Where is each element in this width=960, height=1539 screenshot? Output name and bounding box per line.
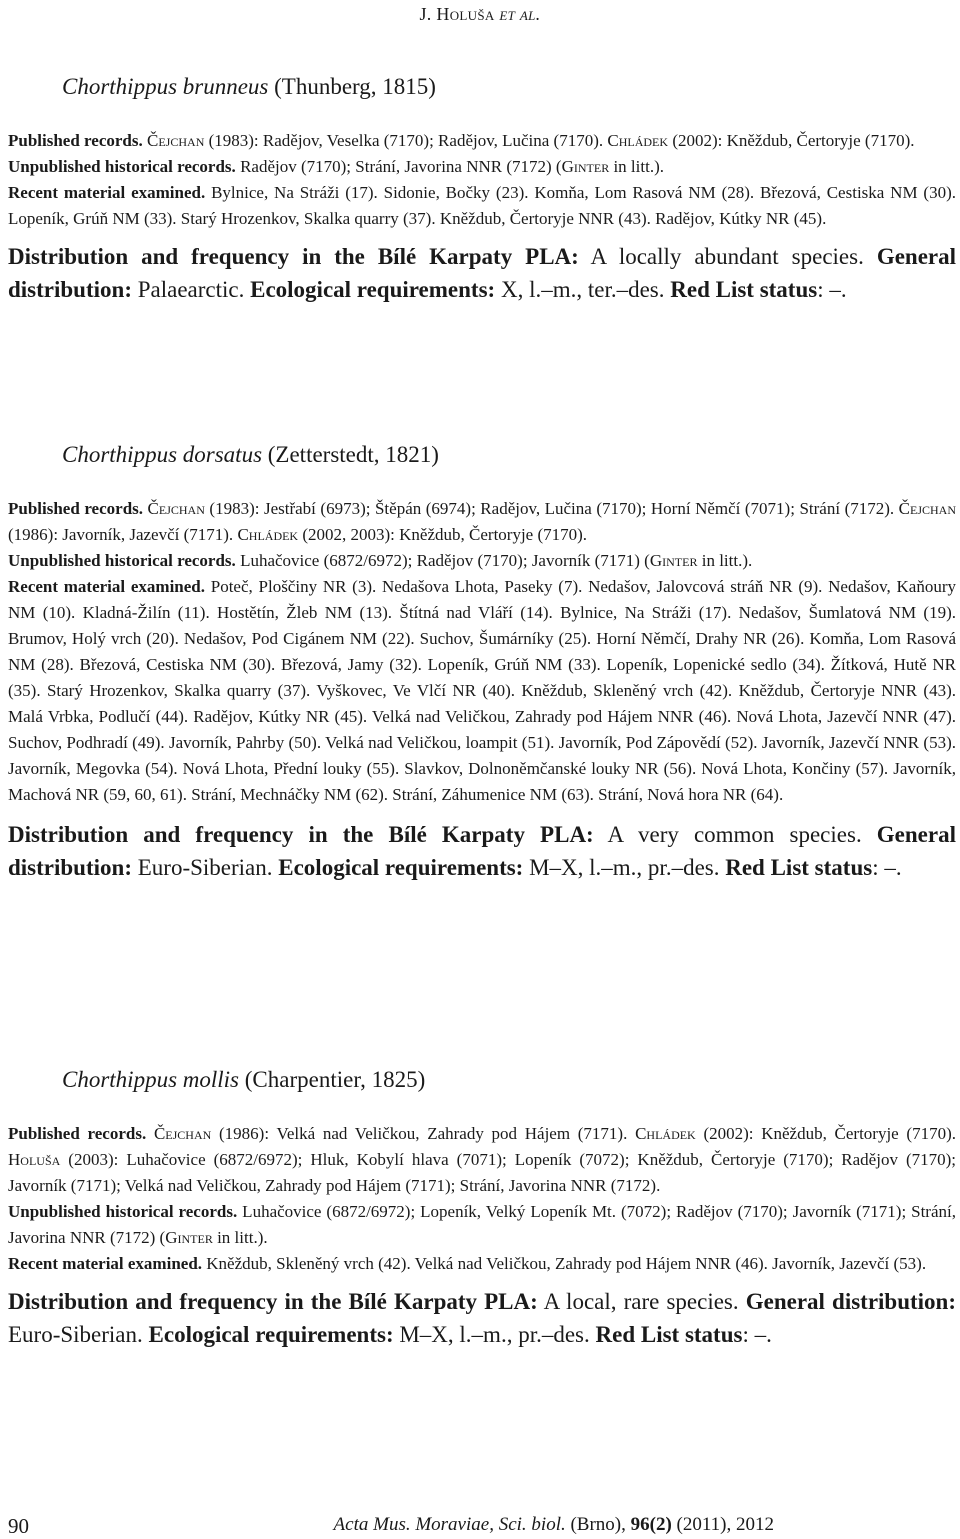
author-initial: J. xyxy=(419,4,437,24)
et-al: et al. xyxy=(494,4,541,24)
species-entry-dorsatus xyxy=(8,440,956,884)
species-authority: (Charpentier, 1825) xyxy=(239,1067,426,1092)
species-title xyxy=(62,72,956,102)
species-authority: (Thunberg, 1815) xyxy=(268,74,436,99)
journal-year: (2011), 2012 xyxy=(671,1514,774,1535)
published-records: Published records. Čejchan (1983): Radějov, Veselka (7170); Radějov, Lučina (7170). Chládek (2002): Kněždub, Čertoryje (7170). xyxy=(8,131,915,150)
recent-material: Recent material examined. Kněždub, Skleněný vrch (42). Velká nad Veličkou, Zahrady pod Hájem NNR (46). Javorník, Jazevčí (53). xyxy=(8,1254,927,1273)
unpublished-records: Unpublished historical records. Luhačovice (6872/6972); Lopeník, Velký Lopeník Mt. (7072); Radějov (7170); Javorník (7171); Strání, Javorina NNR (7172) (Ginter in litt.). xyxy=(8,1202,956,1247)
species-title xyxy=(62,1065,956,1095)
running-head xyxy=(0,4,960,25)
species-name: Chorthippus brunneus xyxy=(62,74,269,99)
species-title xyxy=(62,440,956,470)
species-authority: (Zetterstedt, 1821) xyxy=(262,442,439,467)
unpublished-records: Unpublished historical records. Luhačovice (6872/6972); Radějov (7170); Javorník (7171) (Ginter in litt.). xyxy=(8,551,753,570)
species-name: Chorthippus dorsatus xyxy=(62,442,263,467)
distribution-summary: Distribution and frequency in the Bílé Karpaty PLA: A very common species. General distribution: Euro-Siberian. Ecological requirements: M–X, l.–m., pr.–des. Red List status: –. xyxy=(8,822,956,880)
distribution-summary: Distribution and frequency in the Bílé Karpaty PLA: A locally abundant species. General distribution: Palaearctic. Ecological requirements: X, l.–m., ter.–des. Red List status: –. xyxy=(8,244,957,302)
species-entry-mollis xyxy=(8,1065,956,1351)
journal-place: (Brno), xyxy=(565,1514,631,1535)
journal-volume: 96(2) xyxy=(630,1514,672,1535)
author-surname: Holuša xyxy=(436,4,495,24)
recent-material: Recent material examined. Poteč, Ploščiny NR (3). Nedašova Lhota, Paseky (7). Nedašov, Jalovcová stráň NR (9). Nedašov, Kaňoury NM (10). Kladná-Žilín (11). Hostětín, Žleb NM (13). Štítná nad Vláří (14). Bylnice, Na Stráži (17). Nedašov, Šumlatová NM (19). Brumov, Holý vrch (20). Nedašov, Pod Cigánem NM (22). Suchov, Šumárníky (25). Horní Němčí, Drahy NR (26). Komňa, Lom Rasová NM (28). Březová, Cestiska NM (30). Březová, Jamy (32). Lopeník, Grúň NM (33). Lopeník, Lopenické sedlo (34). Žítková, Hutě NR (35). Starý Hrozenkov, Skalka quarry (37). Vyškovec, Ve Vlčí NR (40). Kněždub, Skleněný vrch (42). Kněždub, Čertoryje NNR (43). Malá Vrbka, Podlučí (44). Radějov, Kútky NR (45). Velká nad Veličkou, Zahrady pod Hájem NNR (46). Nová Lhota, Jazevčí NNR (47). Suchov, Podhradí (49). Javorník, Pahrby (50). Velká nad Veličkou, loampit (51). Javorník, Pod Zápovědí (52). Javorník, Jazevčí NNR (53). Javorník, Megovka (54). Nová Lhota, Přední louky (55). Slavkov, Dolnoněmčanské louky NR (56). Nová Lhota, Končiny (57). Javorník, Machová NR (59, 60, 61). Strání, Mechnáčky NM (62). Strání, Záhumenice NM (63). Strání, Nová hora NR (64). xyxy=(8,577,956,804)
published-records: Published records. Čejchan (1983): Jestřabí (6973); Štěpán (6974); Radějov, Lučina (7170); Horní Němčí (7071); Strání (7172). Čejchan (1986): Javorník, Jazevčí (7171). Chládek (2002, 2003): Kněždub, Čertoryje (7170). xyxy=(8,499,957,544)
published-records: Published records. Čejchan (1986): Velká nad Veličkou, Zahrady pod Hájem (7171). Chládek (2002): Kněždub, Čertoryje (7170). Holuša (2003): Luhačovice (6872/6972); Hluk, Kobylí hlava (7071); Lopeník (7072); Kněždub, Čertoryje (7170); Radějov (7170); Javorník (7171); Velká nad Veličkou, Zahrady pod Hájem (7171); Strání, Javorina NNR (7172). xyxy=(8,1124,957,1195)
journal-name: Acta Mus. Moraviae, Sci. biol. xyxy=(333,1514,566,1535)
page-number: 90 xyxy=(8,1514,29,1538)
species-name: Chorthippus mollis xyxy=(62,1067,240,1092)
journal-citation xyxy=(334,1514,774,1536)
species-entry-brunneus xyxy=(8,72,956,306)
unpublished-records: Unpublished historical records. Radějov (7170); Strání, Javorina NNR (7172) (Ginter in litt.). xyxy=(8,157,664,176)
distribution-summary: Distribution and frequency in the Bílé Karpaty PLA: A local, rare species. General distribution: Euro-Siberian. Ecological requirements: M–X, l.–m., pr.–des. Red List status: –. xyxy=(8,1289,957,1347)
recent-material: Recent material examined. Bylnice, Na Stráži (17). Sidonie, Bočky (23). Komňa, Lom Rasová NM (28). Březová, Cestiska NM (30). Lopeník, Grúň NM (33). Starý Hrozenkov, Skalka quarry (37). Kněždub, Čertoryje NNR (43). Radějov, Kútky NR (45). xyxy=(8,183,956,228)
